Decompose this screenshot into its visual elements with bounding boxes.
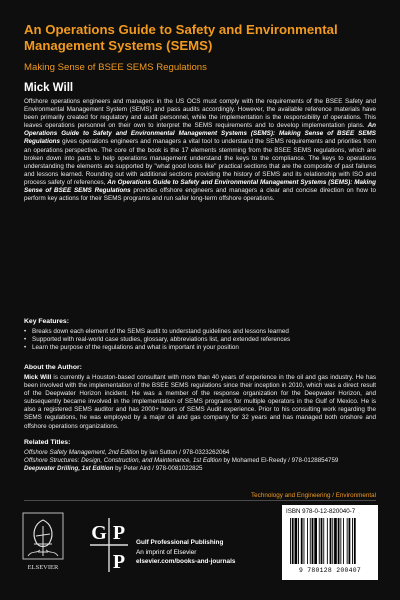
elsevier-wordmark: ELSEVIER bbox=[27, 564, 59, 571]
related-title-3: Deepwater Drilling, 1st Edition by Peter Aird / 978-0081022825 bbox=[24, 464, 203, 472]
key-features-heading: Key Features: bbox=[24, 318, 69, 325]
list-item: • Breaks down each element of the SEMS audit to understand guidelines and lessons learned bbox=[24, 328, 376, 336]
publisher-imprint: An imprint of Elsevier bbox=[136, 548, 197, 556]
author-name: Mick Will bbox=[24, 82, 74, 94]
publisher-name: Gulf Professional Publishing bbox=[136, 539, 224, 546]
book-title: An Operations Guide to Safety and Environmental Management Systems (SEMS) bbox=[24, 22, 338, 53]
related-title-1: Offshore Safety Management, 2nd Edition by Ian Sutton / 978-0323262064 bbox=[24, 449, 230, 456]
book-description bbox=[24, 98, 376, 203]
list-item: • Learn the purpose of the regulations and what is important in your position bbox=[24, 344, 376, 352]
related-titles-list bbox=[24, 449, 376, 473]
gpp-logo bbox=[88, 516, 130, 574]
key-features-list bbox=[24, 328, 376, 353]
elsevier-logo bbox=[22, 512, 64, 572]
isbn-label: ISBN 978-0-12-820040-7 bbox=[286, 508, 356, 515]
gpp-letter-p1: P bbox=[112, 522, 126, 544]
about-author-bio: is currently a Houston-based consultant with more than 40 years of experience in the oil and gas industry. He has been involved with the implementation of the BSEE SEMS regulations since their inception in 2010, which was a direct result of the Deepwater Horizon incident. He was a member of the response organization for the Deepwater Horizon, and subsequently became involved in the implementation of SEMS programs for multiple operators in the Gulf of Mexico. He is also a registered SEMS auditor and has 2000+ hours of SEMS Audit experience. Prior to his consulting work regarding the SEMS regulations, he was employed by a major oil and gas company for 32 years and has managed both onshore and offshore operations organizations. bbox=[24, 374, 377, 430]
list-item: • Supported with real-world case studies, glossary, abbreviations list, and extended references bbox=[24, 336, 376, 344]
isbn-digits: 9 780128 200407 bbox=[298, 567, 362, 574]
related-titles-heading: Related Titles: bbox=[24, 439, 71, 446]
gpp-letter-g: G bbox=[91, 522, 107, 544]
description-paragraph-1: Offshore operations engineers and managers in the US OCS must comply with the requirements of the BSEE Safety and Environmental Management System (SEMS) and pass audits accordingly. However, the available reference materials have been primarily created for regulatory and audit personnel, while the implementation is the responsibility of operations. This leaves operations personnel on their own to interpret the SEMS requirements and to develop implementation plans. bbox=[24, 98, 376, 130]
about-author-text bbox=[24, 374, 376, 431]
description-paragraph-2: gives operations engineers and managers a vital tool to understand the SEMS requirements and priorities from an operations perspective. The core of the book is the 17 elements stemming from the BSEE SEMS regulations, which are broken down into parts to help operations management understand the keys to the compliance. The keys to operations understanding the elements are supported by "what good looks like" practical sections that are the composite of past failures and lessons learned. Rounding out with additional sections providing the history of SEMS and its relationship with ISO and process safety of references, bbox=[24, 138, 376, 186]
subject-category: Technology and Engineering / Environmental bbox=[251, 492, 376, 499]
about-author-name: Mick Will bbox=[24, 374, 52, 381]
barcode-icon bbox=[288, 518, 372, 566]
isbn-barcode-box bbox=[282, 505, 378, 580]
description-book-title-2: An Operations Guide to Safety and Environmental Management Systems (SEMS): Making Sense of BSEE SEMS Regulations bbox=[24, 178, 376, 195]
about-author-heading: About the Author: bbox=[24, 364, 82, 371]
description-book-title: An Operations Guide to Safety and Environmental Management Systems (SEMS): Making Sense of BSEE SEMS Regulations bbox=[24, 122, 376, 146]
book-subtitle: Making Sense of BSEE SEMS Regulations bbox=[24, 62, 207, 73]
publisher-info bbox=[136, 538, 235, 567]
related-title-2: Offshore Structures: Design, Construction, and Maintenance, 1st Edition by Mohamed El-Reedy / 978-0128854759 bbox=[24, 456, 339, 464]
divider bbox=[24, 500, 376, 501]
gpp-letter-p2: P bbox=[112, 551, 126, 573]
publisher-url: elsevier.com/books-and-journals bbox=[136, 558, 236, 565]
description-paragraph-3: provides offshore engineers and managers a clear and concise direction on how to perform key actions for their SEMS programs and run safer long-term offshore operations. bbox=[24, 187, 376, 203]
